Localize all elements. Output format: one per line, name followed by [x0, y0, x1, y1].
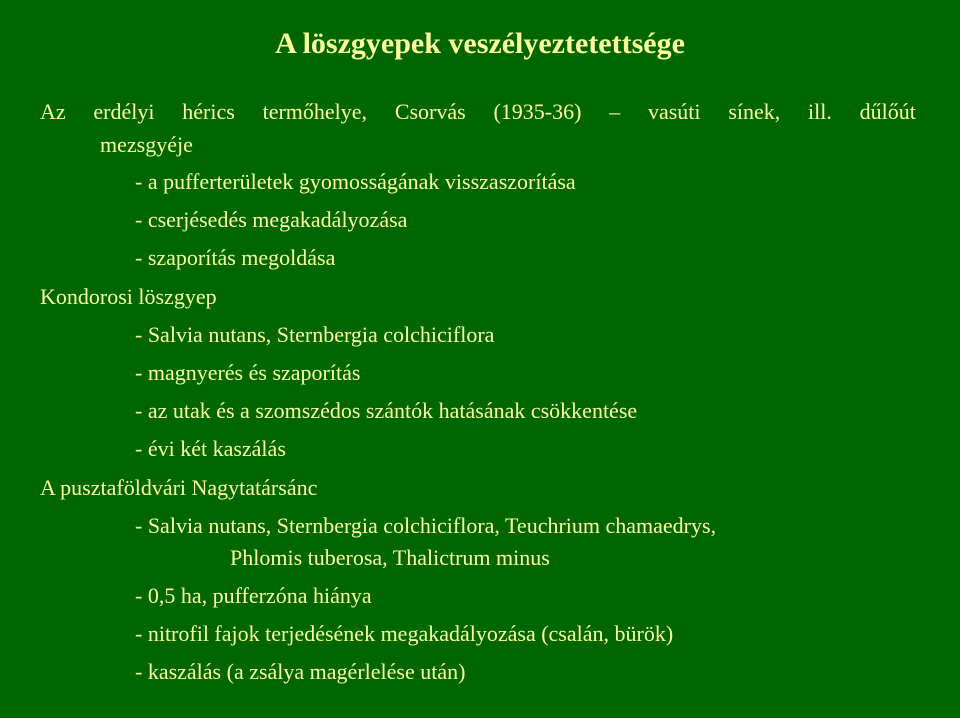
list-item: - a pufferterületek gyomosságának visszaszorítása — [135, 169, 576, 194]
heading-word: hérics — [182, 99, 235, 124]
list-item: - évi két kaszálás — [135, 436, 286, 461]
list-item: - szaporítás megoldása — [135, 245, 336, 270]
list-item-continuation: Phlomis tuberosa, Thalictrum minus — [230, 545, 550, 570]
list-item: - cserjésedés megakadályozása — [135, 207, 408, 232]
heading-word: Csorvás — [394, 99, 466, 124]
section1-heading-continuation: mezsgyéje — [100, 132, 193, 157]
list-item: - az utak és a szomszédos szántók hatásának csökkentése — [135, 398, 638, 423]
list-item: - Salvia nutans, Sternbergia colchiciflora — [135, 322, 495, 347]
heading-word: sínek, — [728, 99, 781, 124]
heading-word: termőhelye, — [262, 99, 368, 124]
heading-word: – — [609, 99, 621, 124]
heading-word: vasúti — [647, 99, 701, 124]
heading-word: ill. — [808, 99, 832, 124]
heading-word: (1935-36) — [493, 99, 582, 124]
heading-word: Az — [40, 99, 66, 124]
list-item: - Salvia nutans, Sternbergia colchiciflora, Teuchrium chamaedrys, — [135, 513, 717, 538]
list-item: - kaszálás (a zsálya magérlelése után) — [135, 659, 466, 684]
list-item: - magnyerés és szaporítás — [135, 360, 361, 385]
list-item: - 0,5 ha, pufferzóna hiánya — [135, 583, 372, 608]
section3-heading: A pusztaföldvári Nagytatársánc — [40, 475, 318, 500]
list-item: - nitrofil fajok terjedésének megakadályozása (csalán, bürök) — [135, 621, 674, 646]
heading-word: dűlőút — [859, 99, 916, 124]
section1-heading — [40, 98, 916, 126]
slide-title: A löszgyepek veszélyeztetettsége — [275, 27, 685, 60]
section2-heading: Kondorosi löszgyep — [40, 284, 217, 309]
heading-word: erdélyi — [93, 99, 155, 124]
